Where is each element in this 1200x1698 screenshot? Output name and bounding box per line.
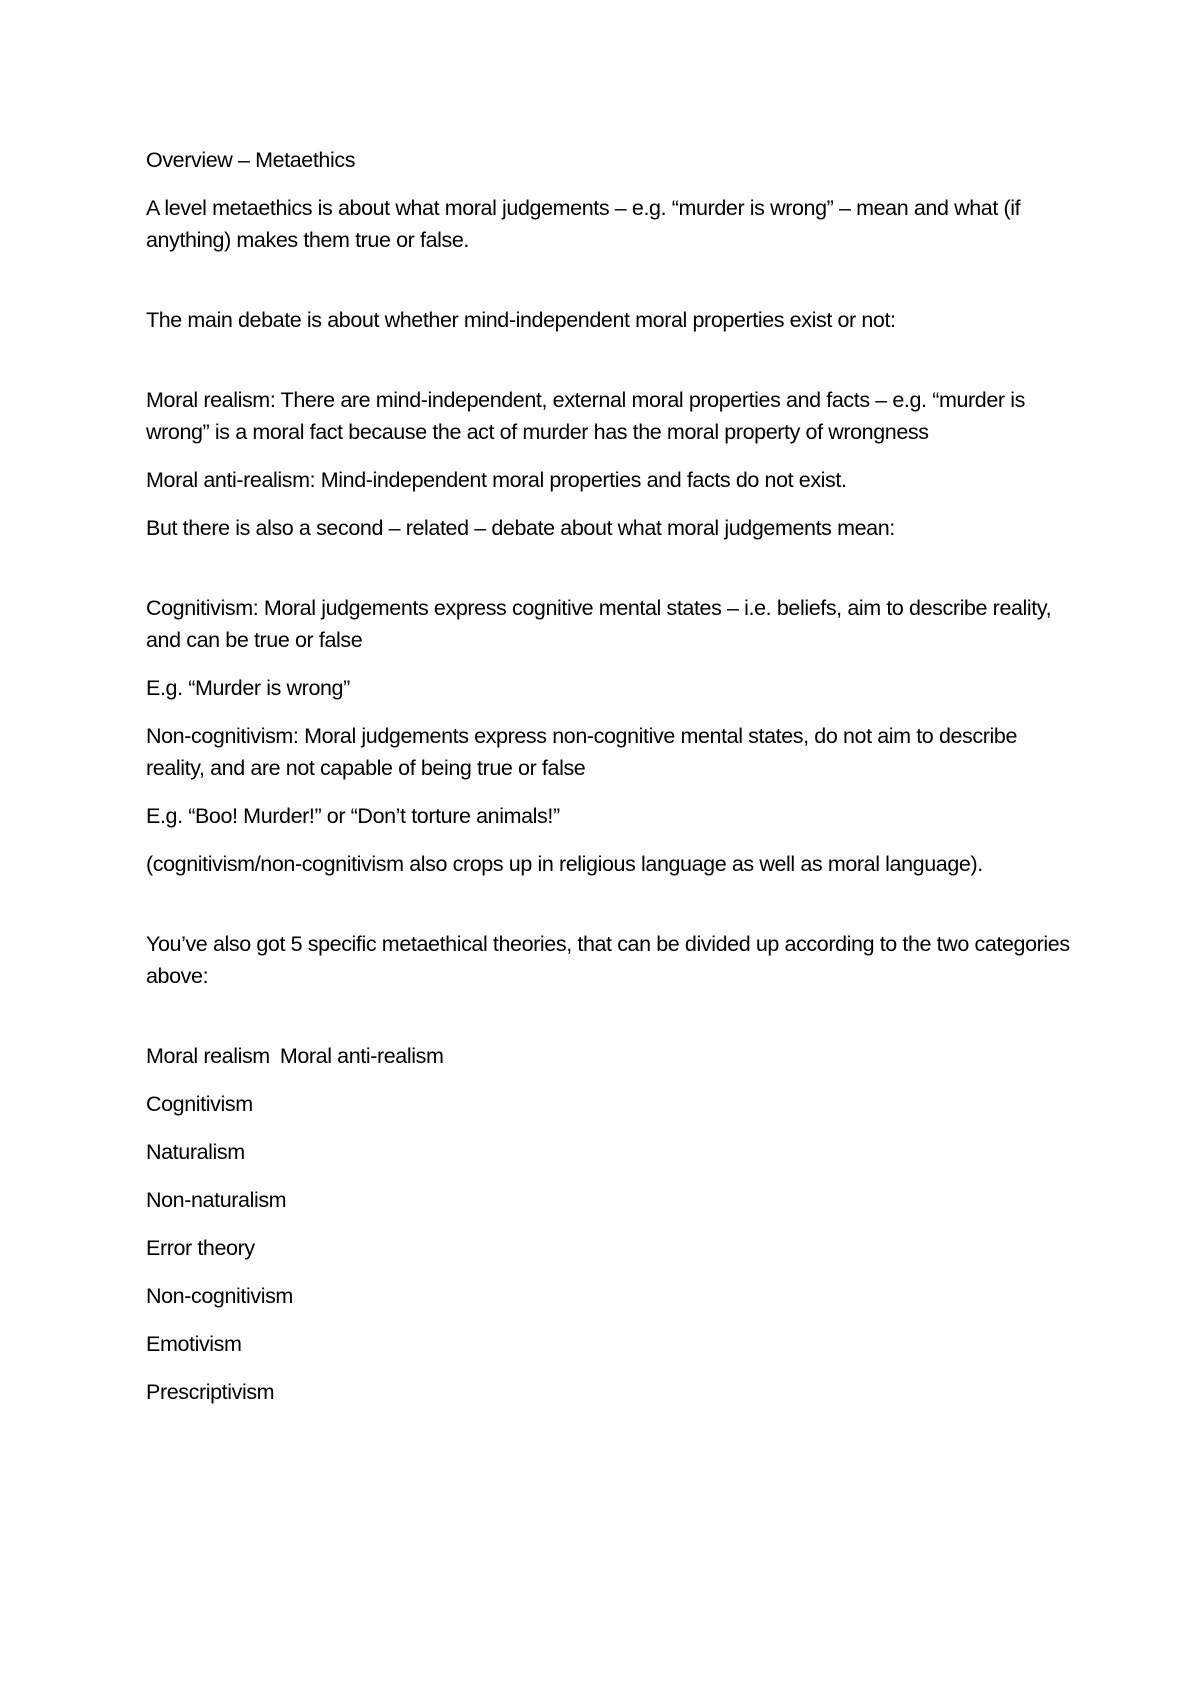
non-cognitivism-paragraph: Non-cognitivism: Moral judgements express non-cognitive mental states, do not aim to describe reality, and are not capable of being true or false [146, 724, 1018, 780]
list-item-prescriptivism: Prescriptivism [146, 1380, 275, 1404]
intro-paragraph: A level metaethics is about what moral judgements – e.g. “murder is wrong” – mean and what (if anything) makes them true or false. [146, 196, 1021, 252]
note-paragraph: (cognitivism/non-cognitivism also crops up in religious language as well as moral language). [146, 852, 983, 876]
non-cognitivism-example: E.g. “Boo! Murder!” or “Don’t torture animals!” [146, 804, 560, 828]
list-item-naturalism: Naturalism [146, 1140, 245, 1164]
second-debate-paragraph: But there is also a second – related – debate about what moral judgements mean: [146, 516, 895, 540]
document-title: Overview – Metaethics [146, 148, 356, 172]
cognitivism-paragraph: Cognitivism: Moral judgements express cognitive mental states – i.e. beliefs, aim to describe reality, and can be true or false [146, 596, 1052, 652]
table-header-moral-realism: Moral realism [146, 1044, 270, 1068]
cognitivism-example: E.g. “Murder is wrong” [146, 676, 350, 700]
list-item-error-theory: Error theory [146, 1236, 255, 1260]
table-header-moral-anti-realism: Moral anti-realism [279, 1044, 444, 1068]
main-debate-paragraph: The main debate is about whether mind-independent moral properties exist or not: [146, 308, 896, 332]
moral-realism-paragraph: Moral realism: There are mind-independent, external moral properties and facts – e.g. “murder is wrong” is a moral fact because the act of murder has the moral property of wrongness [146, 388, 1025, 444]
list-item-non-cognitivism: Non-cognitivism [146, 1284, 293, 1308]
list-item-emotivism: Emotivism [146, 1332, 242, 1356]
moral-anti-realism-paragraph: Moral anti-realism: Mind-independent moral properties and facts do not exist. [146, 468, 847, 492]
theories-intro-paragraph: You’ve also got 5 specific metaethical theories, that can be divided up according to the two categories above: [146, 932, 1070, 988]
document-body [146, 144, 1076, 1424]
list-item-cognitivism: Cognitivism [146, 1092, 253, 1116]
table-header-row [146, 1040, 1076, 1072]
list-item-non-naturalism: Non-naturalism [146, 1188, 287, 1212]
